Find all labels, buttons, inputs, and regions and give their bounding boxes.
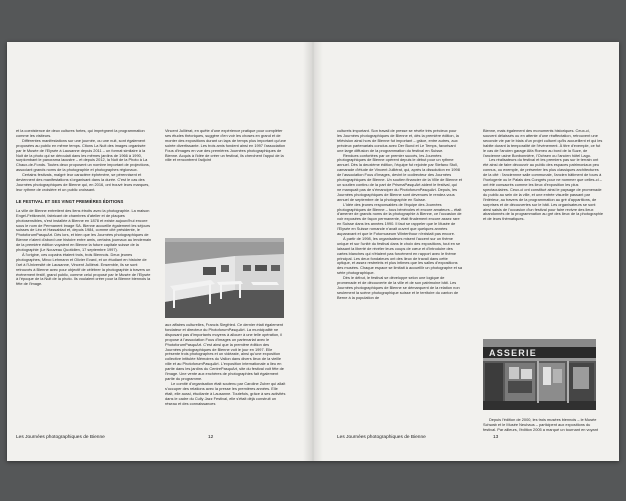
left-page: [7, 42, 313, 461]
brasserie-sign-text: ASSERIE: [489, 348, 537, 358]
paragraph: et la coexistence de deux cultures fortes, qui imprègnent la programmation comme les visiteurs.: [16, 129, 145, 138]
exhibition-room-photo-drawing: [165, 238, 284, 318]
exhibition-room-photo: [165, 238, 284, 318]
paragraph: Dès le début, le festival se développe selon une logique de promenade et de découverte de la ville et de son patrimoine bâti. Les Journées photographiques de Bienne se démarquent de la relation non seulement la scène photographique suisse et le territoire du canton de Berne à la population de: [337, 275, 460, 300]
paragraph: Rendues confortées par ce premier succès, les Journées photographiques de Bienne opèrent depuis le début pour un rythme annuel. Dès la deuxième édition, l'équipe fut rejointe par Stefano Stoll, camarade d'étude de Vincent Julliérat, qui, après la dissolution en 1998 de l'association Fous d'images, devint le codirecteur des Journées photographiques de Bienne. Un soutien financier de la Ville de Bienne et un soutien continu de la part de PrismaPasquArt aident le festival, qui ne manquait pas de s'émanciper du PhotoforumPasquArt. Depuis, les Journées photographiques de Bienne sont devenues le rendez-vous annuel de septembre de la photographie en Suisse.: [337, 152, 462, 202]
page-number: 12: [208, 435, 214, 440]
section-heading: LE FESTIVAL ET SES VINGT PREMIÈRES ÉDITIONS: [16, 198, 124, 204]
left-column-2-top: [165, 129, 286, 230]
running-footer: Les Journées photographiques de Bienne: [337, 435, 426, 440]
paragraph: Depuis l'édition de 2000, les trois musées biennois – le Musée Schwab et le Musée Neuhaus – participent aux expositions du festival. Par ailleurs, l'édition 2005 a marqué un tournant en voyant: [483, 418, 598, 432]
paragraph: L'idée des jeunes responsables de l'équipe des Journées photographiques de Bienne – tous bénévoles et encore amateurs – était d'amener de grands noms de la photographie à Bienne, ce l'occasion de voir exposées de façon permanente, était finalement encore assez rare en Suisse dans les années 1990. Il faut se rappeler que le Musée de l'Elysée en Suisse romande n'avait ouvert que quelques années auparavant et que le Fotomuseum Winterthour n'existait pas encore.: [337, 201, 462, 237]
paragraph: Bienne, mais également des monuments historiques. Ceux-ci, souvent délaissés ou en attente d'une réaffectation, retrouvent une seconde vie par le biais d'un projet culturel qu'ils accueillent et qui les habite durant la temporalité de l'événement. À titre d'exemple, ce fut le cas de l'ancien garage Alfa Romeo au bord de la Suze, de l'ancienne usine Bonbonnière, l'Ochsen ou l'ancien hôtel Lago.: [483, 129, 603, 158]
left-column-2-bottom: [165, 323, 286, 431]
paragraph: Vincent Julliérat, en quête d'une expérience pratique pour compléter ses études théoriques, suggère d'en voir les choses en grand et de monter des expositions durant un laps de temps plus important qu'une soirée divertissante. Les trois amis fondent ainsi en 1997 l'association Fous d'images en vue des premières Journées photographiques de Bienne. Acquis à l'idée de créer un festival, ils cherchent l'appui de la ville et rencontrent l'adjoint: [165, 129, 286, 163]
book-spread: [7, 42, 619, 461]
right-page: [313, 42, 619, 461]
right-column-2-bottom: [483, 418, 604, 432]
right-column-1: [337, 129, 462, 432]
paragraph: Les réalisateurs du festival et les premiers pas sur le terrain ont été ainsi de faire découvrir au public des espaces patrimoniaux peu connus, ou exemple, de présenter les plus classiques architectures de la cité : l'anciennne salle communale, l'ancien bâtiment de tours à l'horlogerie ou le Palais des Congrès pour ne nommer que celles-ci – ont été consacrés comme les lieux d'exposition les plus spectaculaires. Ceux-ci ont constitué ainsi le paysage de promenade du public au sein de la ville, et une entrée visuelle passant par l'intérieur, au travers de la programmation au gré d'apparitions, de surprises et de découvertes sur le bâti. Les organisateurs se sont ainsi saisis de l'occasion d'un festival pour faire revivre des lieux abandonnés de la programmation au gré des lieux de la photographie et de leurs thématiques.: [483, 157, 604, 222]
paragraph: culturels important. Son travail de presse se révèle très précieux pour les Journées photographiques de Bienne et, dès la première édition, la télévision ainsi hors de Bienne fut important – grâce, entre autres, aux précieux partenariats conclus avec Der Bund et Le Temps, favorisant une large diffusion de la programmation du festival en Suisse.: [337, 129, 459, 153]
paragraph: À l'origine, ces copains étaient trois, trois Biennois. Deux jeunes photographes, Mirco Lehmann et Olivier Evard, et un étudiant en histoire de l'art à l'Université de Lausanne, Vincent Julliérat. Ensemble, ils se sont retrouvés à Bienne avec pour objectif de célébrer la photographie à travers un événement festif, grand public, comme celui proposé par le Musée de l'Elysée à l'époque de la Nuit de la photo. Ils voulaient créer pour la Bienne biennois la fête de l'image.: [16, 251, 151, 287]
paragraph: La ville de Bienne entretient des liens étroits avec la photographie. La maison Engel-Feitknecht, fabricant de chambres d'atelier et de plaques photosensibles, s'est installée à Bienne en 1878 et existe aujourd'hui encore sous le nom de Permanent Image SA. Bienne accueille également les séjours suisses de Léo et Hassablad et, depuis 1984, comme cité présidente, le PhotoforumPasquArt. Dès lors, et bien que les Journées photographiques de Bienne n'aient d'abord une histoire entre amis, certains journaux au lendemain de la première édition voyaient en Bienne la future capitale suisse de la photographie (Le Nouveau Quotidien, 17 septembre 1997).: [16, 207, 152, 253]
left-column-1: [16, 129, 152, 432]
paragraph: Différentes manifestations sur une journée, ou une nuit, sont également proposées au public en même temps. Citons La Nuit des images organisée par le Musée de l'Elysée à Lausanne depuis 2011 – un format similaire à la Nuit de la photo qui se déroulait dans les mêmes jardins de 1966 à 1990, surplombant le panorama lacustre – et depuis 2012, la Nuit de la Photo à La Chaux-de-Fonds. Toutes deux proposent un nombre important de projections, associant grands noms de la photographie et photographes régionaux.: [16, 137, 150, 173]
paragraph: À partir de 1998, les organisateurs misent l'accent sur un thème unique et sur l'unité du festival dans le choix des expositions, tout en se laissant la liberté de révéler leurs coups de cœur et d'introduire des cartes blanches qui n'étaient pas forcément en rapport avec le thème principal. Les deux fondateurs ont des lieux de travail dans cette optique, et assez restreints et plus intimes que les salles d'expositions des musées. Chaque espace se limitait à accueillir un photographe et sa série photographique.: [337, 235, 462, 276]
brasserie-facade-photo-drawing: [483, 339, 596, 410]
paragraph: Le comité d'organisation était soutenu par Caroline Zuber qui allait s'occuper des relations avec la presse les premières années. Elle était, elle aussi, étudiante à Lausanne. Toutefois, grâce à ses activités dans le cadre du Cully Jazz Festival, elle s'était déjà construit un réseau et des connaissances: [165, 380, 286, 406]
brasserie-facade-photo: [483, 339, 596, 410]
page-number: 13: [493, 435, 499, 440]
running-footer: Les Journées photographiques de Bienne: [16, 435, 105, 440]
book-gutter: [303, 42, 323, 461]
paragraph: Certains festivals, malgré leur caractère éphémère, se pérennisent et deviennent des manifestations s'organisant dans la durée. C'est le cas des Journées photographiques de Bienne qui, en 2016, ont trouvé leurs marques, leur rythme de croisière et un public croissant.: [16, 172, 150, 192]
paragraph: aux affaires culturelles, Francis Siegfried. Ce dernier était également fondateur et directeur du PhotoforumPasquArt. La municipalité ne disposant pas d'importants moyens à allouer à une telle opération, il propose à l'association Fous d'images un partenariat avec le PhotoforumPasquArt. C'est ainsi que la première édition des Journées photographiques de Bienne voit le jour en 1997. Elle présente trois photographes et un vidéaste, ainsi qu'une exposition collective intitulée Mémoires du Vallon dans divers lieux de la vieille ville et au PhotoforumPasquArt. L'exposition internationale a lieu en partie dans les jardins du CentrePasquArt, site du festival voit fête de l'image. Une vente aux enchères de photographies fait également partie du programme.: [165, 323, 284, 381]
right-column-2-top: [483, 129, 604, 326]
